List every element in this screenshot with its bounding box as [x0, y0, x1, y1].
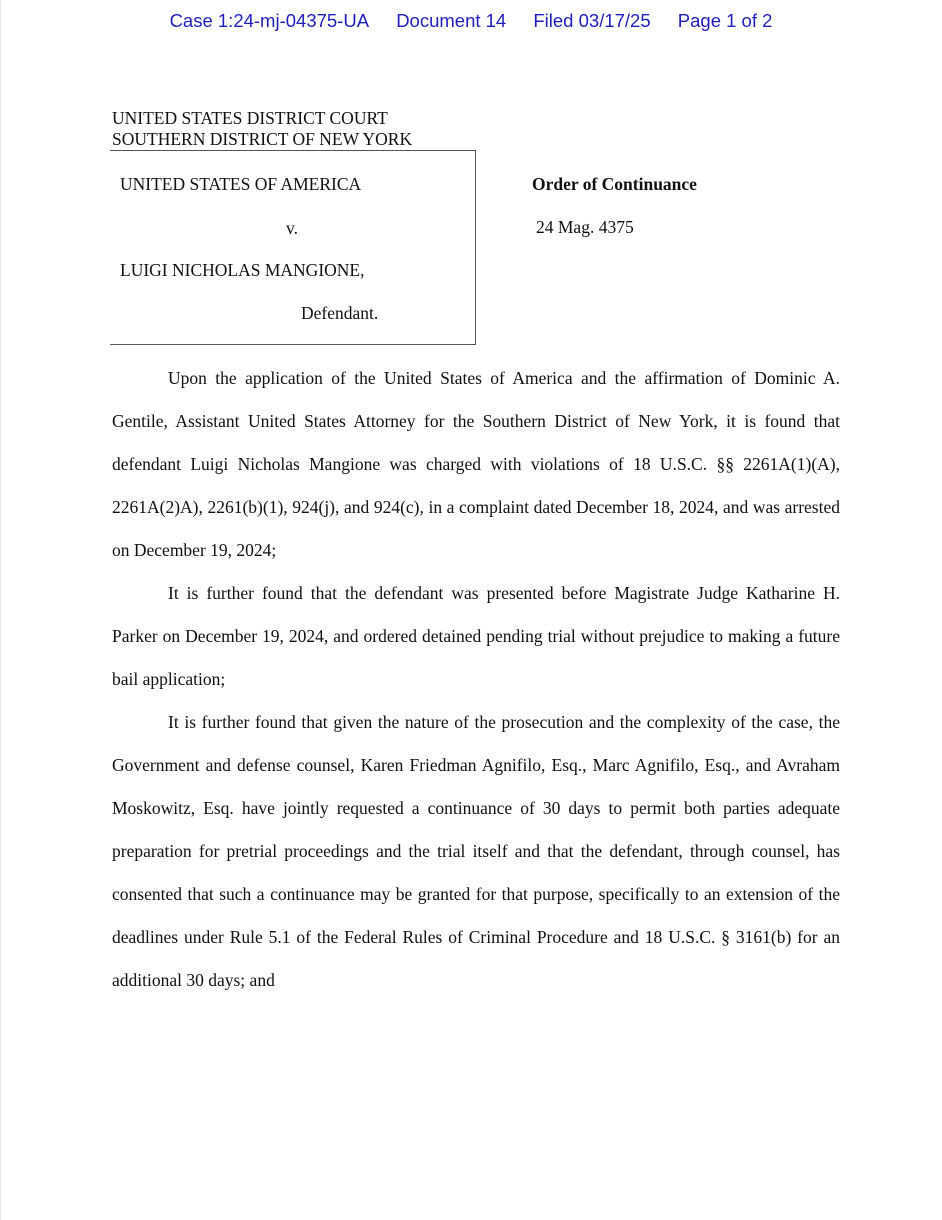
- docket-number: 24 Mag. 4375: [536, 217, 634, 237]
- caption-defendant-role: Defendant.: [301, 303, 379, 323]
- order-body: [112, 357, 840, 1002]
- page-edge: [0, 0, 1, 1220]
- court-name: [112, 108, 412, 150]
- caption-plaintiff: UNITED STATES OF AMERICA: [120, 174, 362, 194]
- caption-defendant: LUIGI NICHOLAS MANGIONE,: [120, 260, 365, 280]
- case-caption: [110, 150, 476, 345]
- document-title: Order of Continuance: [532, 174, 697, 194]
- document-number: Document 14: [396, 10, 507, 31]
- case-number: Case 1:24-mj-04375-UA: [169, 10, 370, 31]
- paragraph: Upon the application of the United States of America and the affirmation of Dominic A. Gentile, Assistant United States Attorney for the Southern District of New York, it is found that defendant Luigi Nicholas Mangione was charged with violations of 18 U.S.C. §§ 2261A(1)(A), 2261A(2)A), 2261(b)(1), 924(j), and 924(c), in a complaint dated December 18, 2024, and was arrested on December 19, 2024;: [112, 368, 840, 560]
- ecf-filing-header: [0, 10, 942, 32]
- page-indicator: Page 1 of 2: [677, 10, 773, 31]
- court-line-2: SOUTHERN DISTRICT OF NEW YORK: [112, 129, 413, 149]
- paragraph: It is further found that the defendant was presented before Magistrate Judge Katharine H. Parker on December 19, 2024, and ordered detained pending trial without prejudice to making a future bail application;: [112, 583, 840, 689]
- court-line-1: UNITED STATES DISTRICT COURT: [112, 108, 388, 128]
- filed-date: Filed 03/17/25: [533, 10, 651, 31]
- paragraph: It is further found that given the nature of the prosecution and the complexity of the case, the Government and defense counsel, Karen Friedman Agnifilo, Esq., Marc Agnifilo, Esq., and Avraham Moskowitz, Esq. have jointly requested a continuance of 30 days to permit both parties adequate preparation for pretrial proceedings and the trial itself and that the defendant, through counsel, has consented that such a continuance may be granted for that purpose, specifically to an extension of the deadlines under Rule 5.1 of the Federal Rules of Criminal Procedure and 18 U.S.C. § 3161(b) for an additional 30 days; and: [112, 712, 840, 990]
- caption-versus: v.: [286, 218, 298, 238]
